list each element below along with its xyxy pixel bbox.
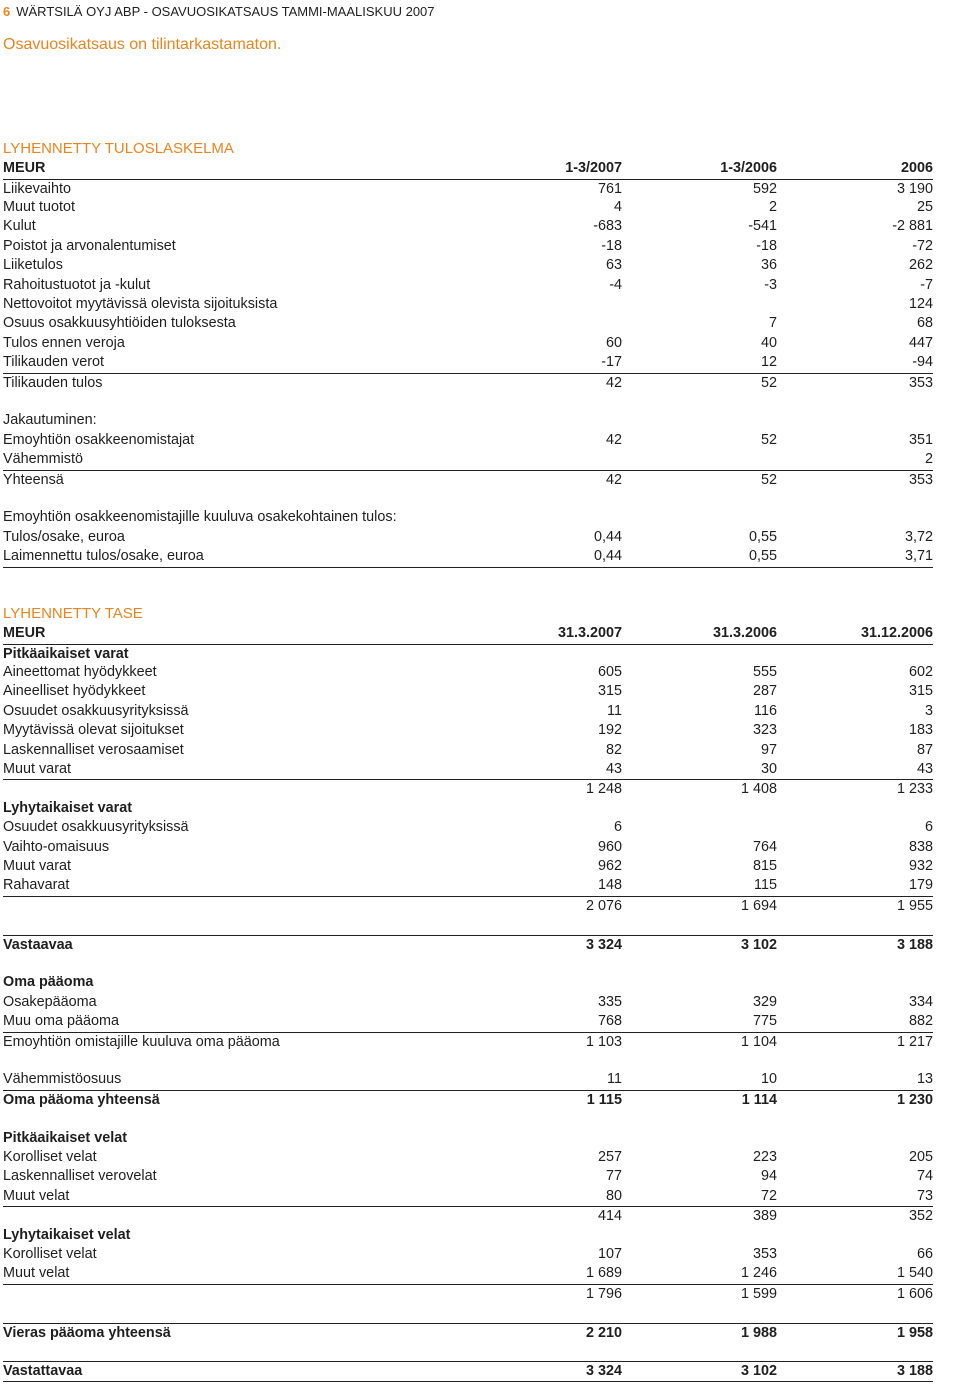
row-value: 353: [908, 471, 933, 488]
row-value: 1 230: [896, 1091, 933, 1108]
row-label: Lyhytaikaiset velat: [3, 1226, 131, 1243]
row-value: 2 210: [585, 1324, 622, 1341]
table-row: [3, 896, 933, 916]
table-row: [3, 876, 933, 895]
row-value: 0,55: [748, 548, 777, 565]
table-row: [3, 1129, 933, 1148]
row-value: 555: [752, 663, 777, 680]
row-label: Liikevaihto: [3, 180, 71, 197]
divider: [3, 567, 933, 568]
row-label: Oma pääoma: [3, 974, 94, 991]
page-number: 6: [3, 4, 11, 19]
table-row: [3, 450, 933, 469]
row-value: 3 188: [896, 1363, 933, 1380]
row-label: Pitkäaikaiset varat: [3, 645, 129, 662]
table-row: [3, 1090, 933, 1110]
report-title: WÄRTSILÄ OYJ ABP - OSAVUOSIKATSAUS TAMMI-MAALISKUU 2007: [16, 4, 435, 19]
row-value: 115: [754, 877, 777, 894]
row-value: 592: [752, 180, 777, 197]
table-row: [3, 470, 933, 490]
row-value: 2: [924, 451, 933, 468]
row-label: Vähemmistö: [3, 451, 83, 468]
row-label: Osuudet osakkuusyrityksissä: [3, 702, 189, 719]
table-row: [3, 1361, 933, 1381]
row-value: 3 188: [896, 936, 933, 953]
row-value: 30: [760, 760, 777, 777]
row-value: 3,71: [904, 548, 933, 565]
row-value: 116: [754, 702, 777, 719]
row-label: Muut tuotot: [3, 198, 75, 215]
row-value: 447: [908, 334, 933, 351]
row-value: -7: [920, 276, 933, 293]
table-row: [3, 256, 933, 275]
table-row: [3, 373, 933, 393]
row-label: Emoyhtiön osakkeenomistajat: [3, 431, 195, 448]
table-row: [3, 1187, 933, 1206]
row-value: 257: [597, 1148, 622, 1165]
row-value: 962: [597, 857, 622, 874]
row-value: 179: [908, 877, 933, 894]
table-row: [3, 276, 933, 295]
row-label: Korolliset velat: [3, 1245, 97, 1262]
row-value: 353: [908, 374, 933, 391]
table-row: [3, 411, 933, 430]
row-value: 42: [605, 431, 622, 448]
table-row: [3, 489, 933, 508]
row-label: Nettovoitot myytävissä olevista sijoituksista: [3, 295, 278, 312]
table-row: [3, 818, 933, 837]
table-header-row: [3, 624, 933, 643]
row-label: Kulut: [3, 218, 36, 235]
row-value: -4: [609, 276, 622, 293]
row-value: 352: [908, 1208, 933, 1225]
row-value: 0,44: [593, 548, 622, 565]
row-value: 1 540: [896, 1265, 933, 1282]
row-value: 1 246: [740, 1265, 777, 1282]
column-header-unit: MEUR: [3, 160, 46, 176]
row-label: Vähemmistöosuus: [3, 1071, 122, 1088]
row-value: 87: [916, 741, 933, 758]
table-row: [3, 935, 933, 955]
table-row: [3, 1245, 933, 1264]
row-value: 68: [916, 315, 933, 332]
row-value: 74: [916, 1168, 933, 1185]
row-label: Vastattavaa: [3, 1363, 83, 1380]
column-header: 1-3/2007: [565, 160, 622, 176]
audit-note: Osavuosikatsaus on tilintarkastamaton.: [3, 36, 282, 53]
row-value: 13: [916, 1071, 933, 1088]
table-row: [3, 1032, 933, 1052]
table-row: [3, 1303, 933, 1322]
row-value: 1 103: [585, 1033, 622, 1050]
row-value: 7: [768, 315, 777, 332]
table-row: [3, 353, 933, 372]
row-value: 3 102: [740, 1363, 777, 1380]
row-value: 52: [760, 374, 777, 391]
row-label: Tulos ennen veroja: [3, 334, 125, 351]
row-label: Rahoitustuotot ja -kulut: [3, 276, 151, 293]
table-row: [3, 295, 933, 314]
row-value: 882: [908, 1013, 933, 1030]
row-value: 1 408: [740, 781, 777, 798]
row-value: 11: [607, 1071, 622, 1088]
row-value: 3: [924, 702, 933, 719]
row-label: Rahavarat: [3, 877, 70, 894]
balance-sheet-title: LYHENNETTY TASE: [3, 605, 143, 622]
row-value: -3: [764, 276, 777, 293]
row-value: -94: [912, 354, 933, 371]
table-row: [3, 1012, 933, 1031]
table-row: [3, 508, 933, 527]
table-row: [3, 682, 933, 701]
row-value: 6: [924, 819, 933, 836]
table-row: [3, 760, 933, 779]
row-label: Jakautuminen:: [3, 412, 97, 429]
row-value: 960: [597, 838, 622, 855]
table-row: [3, 993, 933, 1012]
row-value: 3 324: [585, 936, 622, 953]
table-row: [3, 857, 933, 876]
row-value: 329: [752, 993, 777, 1010]
row-value: 66: [916, 1245, 933, 1262]
row-value: 1 955: [896, 897, 933, 914]
table-row: [3, 179, 933, 199]
row-value: 63: [605, 257, 622, 274]
table-row: [3, 431, 933, 450]
row-label: Tulos/osake, euroa: [3, 528, 125, 545]
table-row: [3, 198, 933, 217]
row-value: -72: [912, 237, 933, 254]
row-label: Muut velat: [3, 1265, 70, 1282]
table-row: [3, 1323, 933, 1343]
page-header: [3, 4, 435, 19]
row-value: 1 217: [896, 1033, 933, 1050]
row-value: 1 689: [585, 1265, 622, 1282]
row-value: 1 599: [740, 1285, 777, 1302]
row-value: 148: [597, 877, 622, 894]
table-row: [3, 915, 933, 934]
row-value: 42: [605, 374, 622, 391]
row-value: 838: [908, 838, 933, 855]
row-label: Pitkäaikaiset velat: [3, 1129, 127, 1146]
row-value: 192: [597, 722, 622, 739]
row-value: -683: [593, 218, 622, 235]
row-value: 1 694: [740, 897, 777, 914]
row-value: 1 248: [585, 781, 622, 798]
divider: [3, 1381, 933, 1382]
table-row: [3, 1167, 933, 1186]
row-label: Laskennalliset verosaamiset: [3, 741, 184, 758]
table-header-row: [3, 159, 933, 178]
table-row: [3, 1051, 933, 1070]
table-row: [3, 237, 933, 256]
table-row: [3, 663, 933, 682]
column-header-unit: MEUR: [3, 625, 46, 641]
row-value: 36: [760, 257, 777, 274]
row-label: Yhteensä: [3, 471, 64, 488]
row-value: 1 115: [586, 1091, 622, 1108]
table-row: [3, 1342, 933, 1361]
table-row: [3, 799, 933, 818]
row-value: 1 988: [740, 1324, 777, 1341]
table-row: [3, 547, 933, 566]
column-header: 1-3/2006: [720, 160, 777, 176]
row-label: Aineettomat hyödykkeet: [3, 663, 157, 680]
table-row: [3, 1109, 933, 1128]
row-label: Poistot ja arvonalentumiset: [3, 237, 176, 254]
row-value: 3 324: [585, 1363, 622, 1380]
row-value: 6: [613, 819, 622, 836]
row-value: 0,55: [748, 528, 777, 545]
row-value: 1 104: [740, 1033, 777, 1050]
row-value: 323: [752, 722, 777, 739]
row-label: Muut varat: [3, 857, 71, 874]
row-value: 287: [752, 683, 777, 700]
table-row: [3, 973, 933, 992]
row-value: 764: [752, 838, 777, 855]
row-value: 77: [605, 1168, 622, 1185]
row-value: 42: [605, 471, 622, 488]
table-row: [3, 1264, 933, 1283]
row-value: 605: [597, 663, 622, 680]
row-label: Emoyhtiön osakkeenomistajille kuuluva osakekohtainen tulos:: [3, 509, 397, 526]
row-value: 775: [752, 1013, 777, 1030]
row-value: 353: [752, 1245, 777, 1262]
row-label: Muu oma pääoma: [3, 1013, 119, 1030]
row-label: Muut varat: [3, 760, 71, 777]
column-header: 31.3.2006: [712, 625, 777, 641]
row-label: Korolliset velat: [3, 1148, 97, 1165]
row-value: 2: [768, 198, 777, 215]
row-value: 3,72: [904, 528, 933, 545]
row-value: -2 881: [892, 218, 933, 235]
row-value: 3 102: [740, 936, 777, 953]
row-value: 80: [605, 1187, 622, 1204]
row-value: 205: [908, 1148, 933, 1165]
row-value: 315: [597, 683, 622, 700]
row-value: 40: [760, 334, 777, 351]
row-label: Osuus osakkuusyhtiöiden tuloksesta: [3, 315, 236, 332]
row-value: 815: [752, 857, 777, 874]
row-value: 932: [908, 857, 933, 874]
row-value: -541: [748, 218, 777, 235]
table-row: [3, 721, 933, 740]
table-row: [3, 1148, 933, 1167]
row-value: 97: [760, 741, 777, 758]
row-label: Vaihto-omaisuus: [3, 838, 110, 855]
row-value: 0,44: [593, 528, 622, 545]
row-label: Liiketulos: [3, 257, 63, 274]
row-value: 1 233: [896, 781, 933, 798]
row-value: 223: [752, 1148, 777, 1165]
row-value: 262: [908, 257, 933, 274]
row-label: Laskennalliset verovelat: [3, 1168, 157, 1185]
row-value: 1 114: [741, 1091, 777, 1108]
row-label: Tilikauden verot: [3, 354, 105, 371]
table-row: [3, 1284, 933, 1304]
row-value: 334: [908, 993, 933, 1010]
table-row: [3, 838, 933, 857]
row-label: Vieras pääoma yhteensä: [3, 1324, 171, 1341]
row-value: 107: [597, 1245, 622, 1262]
row-label: Laimennettu tulos/osake, euroa: [3, 548, 204, 565]
row-value: 11: [607, 702, 622, 719]
table-row: [3, 314, 933, 333]
row-value: 43: [605, 760, 622, 777]
table-row: [3, 1226, 933, 1245]
row-label: Oma pääoma yhteensä: [3, 1091, 160, 1108]
row-label: Tilikauden tulos: [3, 374, 103, 391]
row-value: 1 796: [585, 1285, 622, 1302]
row-label: Lyhytaikaiset varat: [3, 799, 133, 816]
row-label: Osuudet osakkuusyrityksissä: [3, 819, 189, 836]
row-value: -18: [756, 237, 777, 254]
table-row: [3, 702, 933, 721]
row-value: 72: [760, 1187, 777, 1204]
row-value: 10: [760, 1071, 777, 1088]
row-value: 351: [908, 431, 933, 448]
row-value: 414: [597, 1208, 622, 1225]
table-row: [3, 1070, 933, 1089]
row-value: -18: [601, 237, 622, 254]
row-value: 335: [597, 993, 622, 1010]
row-label: Muut velat: [3, 1187, 70, 1204]
row-value: 315: [908, 683, 933, 700]
row-value: 389: [752, 1208, 777, 1225]
row-value: 183: [908, 722, 933, 739]
table-row: [3, 392, 933, 411]
row-label: Emoyhtiön omistajille kuuluva oma pääoma: [3, 1033, 280, 1050]
row-value: 768: [597, 1013, 622, 1030]
row-label: Myytävissä olevat sijoitukset: [3, 722, 184, 739]
row-value: 52: [760, 471, 777, 488]
row-value: 1 606: [896, 1285, 933, 1302]
table-row: [3, 528, 933, 547]
table-row: [3, 334, 933, 353]
table-row: [3, 741, 933, 760]
row-value: 2 076: [585, 897, 622, 914]
row-value: 124: [908, 295, 933, 312]
row-value: 3 190: [896, 180, 933, 197]
row-value: 43: [916, 760, 933, 777]
column-header: 31.12.2006: [860, 625, 933, 641]
table-row: [3, 1206, 933, 1226]
income-statement-title: LYHENNETTY TULOSLASKELMA: [3, 140, 234, 157]
column-header: 2006: [900, 160, 933, 176]
row-value: 25: [916, 198, 933, 215]
row-label: Vastaavaa: [3, 936, 73, 953]
table-row: [3, 217, 933, 236]
row-label: Osakepääoma: [3, 993, 97, 1010]
row-label: Aineelliset hyödykkeet: [3, 683, 146, 700]
row-value: 12: [760, 354, 777, 371]
row-value: 1 958: [896, 1324, 933, 1341]
row-value: 602: [908, 663, 933, 680]
column-header: 31.3.2007: [557, 625, 622, 641]
row-value: -17: [601, 354, 622, 371]
table-row: [3, 954, 933, 973]
row-value: 82: [605, 741, 622, 758]
row-value: 4: [613, 198, 622, 215]
table-row: [3, 644, 933, 664]
row-value: 60: [605, 334, 622, 351]
row-value: 761: [597, 180, 622, 197]
row-value: 73: [916, 1187, 933, 1204]
row-value: 94: [760, 1168, 777, 1185]
table-row: [3, 779, 933, 799]
row-value: 52: [760, 431, 777, 448]
